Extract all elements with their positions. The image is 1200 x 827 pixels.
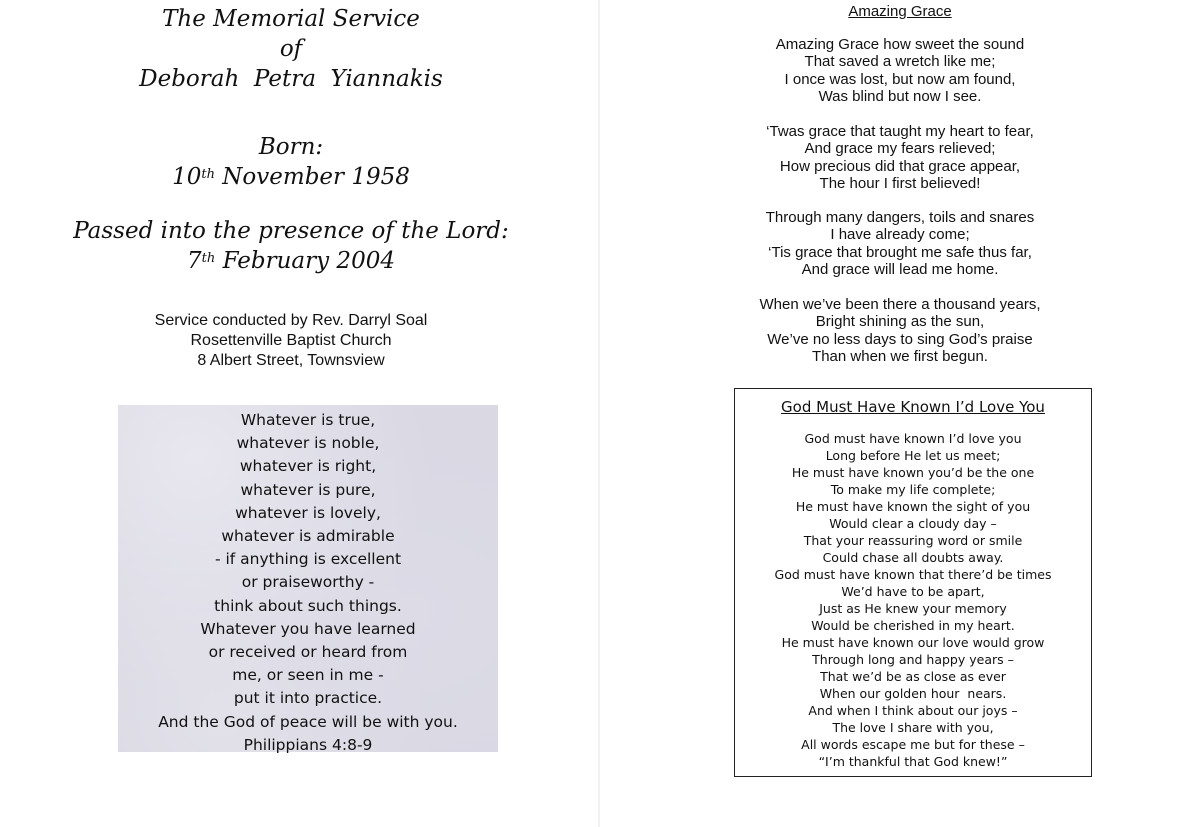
hymn-line: Amazing Grace how sweet the sound <box>775 36 1025 53</box>
church-address: 8 Albert Street, Townsview <box>197 352 385 369</box>
hymn-stanza <box>600 36 1200 105</box>
verse-line: whatever is lovely, <box>235 503 381 522</box>
poem-line: And when I think about our joys – <box>808 703 1018 718</box>
born-section <box>0 132 582 192</box>
poem-line: That your reassuring word or smile <box>803 533 1023 548</box>
scripture-verse-box <box>118 405 498 752</box>
hymn-line: The hour I first believed! <box>819 174 981 192</box>
poem-line: God must have known I’d love you <box>804 431 1022 446</box>
hymn-line: I once was lost, but now am found, <box>784 70 1016 88</box>
hymn-line: Bright shining as the sun, <box>815 313 985 331</box>
poem-line: Would be cherished in my heart. <box>811 618 1015 633</box>
poem-line: Could chase all doubts away. <box>822 550 1004 565</box>
hymn-line: That saved a wretch like me; <box>804 53 996 71</box>
memorial-title <box>0 4 582 94</box>
hymn-line: And grace will lead me home. <box>801 260 999 278</box>
title-line: The Memorial Service <box>162 6 420 32</box>
poem-line: God must have known that there’d be times <box>774 567 1052 582</box>
poem-line: All words escape me but for these – <box>801 737 1025 752</box>
birth-month-year: November 1958 <box>215 164 410 190</box>
poem-line: The love I share with you, <box>832 720 994 735</box>
death-date <box>0 246 582 276</box>
poem-line: Just as He knew your memory <box>819 601 1007 616</box>
service-conductor: Service conducted by Rev. Darryl Soal <box>154 312 428 329</box>
verse-line: And the God of peace will be with you. <box>158 712 458 731</box>
birth-day-suffix: th <box>201 167 215 182</box>
verse-line: think about such things. <box>214 596 402 615</box>
poem-line: Through long and happy years – <box>812 652 1014 667</box>
title-line: of <box>279 36 303 62</box>
hymn-stanza <box>600 296 1200 365</box>
poem-line: We’d have to be apart, <box>841 584 985 599</box>
poem-title: God Must Have Known I’d Love You <box>781 398 1045 416</box>
verse-line: or praiseworthy - <box>241 573 375 592</box>
hymn-line: ‘Tis grace that brought me safe thus far, <box>768 243 1032 261</box>
hymn-line: And grace my fears relieved; <box>804 140 996 158</box>
verse-line: put it into practice. <box>233 689 383 708</box>
poem-line: “I’m thankful that God knew!” <box>818 754 1008 769</box>
hymn-stanza <box>600 209 1200 278</box>
verse-reference: Philippians 4:8-9 <box>243 735 373 754</box>
verse-line: - if anything is excellent <box>214 550 402 569</box>
hymn-line: Than when we first begun. <box>812 347 988 365</box>
poem-line: Long before He let us meet; <box>825 448 1001 463</box>
verse-line: me, or seen in me - <box>232 666 384 685</box>
church-name: Rosettenville Baptist Church <box>190 332 392 349</box>
verse-line: Whatever you have learned <box>200 619 416 638</box>
death-month-year: February 2004 <box>215 248 395 274</box>
hymn-line: We’ve no less days to sing God’s praise <box>767 330 1033 348</box>
hymn-line: ‘Twas grace that taught my heart to fear, <box>766 123 1034 140</box>
passed-section <box>0 216 582 276</box>
birth-day: 10 <box>172 164 202 190</box>
hymn-line: How precious did that grace appear, <box>779 157 1021 175</box>
death-day: 7 <box>187 248 202 274</box>
service-details <box>0 311 582 371</box>
hymn-line: When we’ve been there a thousand years, <box>759 296 1041 313</box>
death-day-suffix: th <box>201 251 216 266</box>
hymn-line: I have already come; <box>830 226 970 244</box>
right-page <box>600 0 1200 827</box>
verse-line: or received or heard from <box>208 643 408 662</box>
verse-line: whatever is noble, <box>236 434 380 453</box>
born-label: Born: <box>258 134 324 160</box>
poem-line: To make my life complete; <box>830 482 996 497</box>
verse-line: whatever is pure, <box>240 480 376 499</box>
poem-box <box>734 388 1092 777</box>
poem-line: Would clear a cloudy day – <box>829 516 997 531</box>
hymn-line: Was blind but now I see. <box>818 87 982 105</box>
verse-line: whatever is right, <box>239 457 377 476</box>
passed-label: Passed into the presence of the Lord: <box>73 218 509 244</box>
deceased-name: Deborah Petra Yiannakis <box>139 66 443 92</box>
hymn-line: Through many dangers, toils and snares <box>765 209 1035 226</box>
poem-line: He must have known you’d be the one <box>791 465 1035 480</box>
hymn-title: Amazing Grace <box>848 3 952 20</box>
poem-text <box>735 430 1091 770</box>
birth-date <box>0 162 582 192</box>
verse-line: whatever is admirable <box>221 527 395 546</box>
verse-line: Whatever is true, <box>240 411 376 429</box>
hymn-stanza <box>600 123 1200 192</box>
poem-line: When our golden hour nears. <box>819 686 1007 701</box>
poem-line: He must have known our love would grow <box>781 635 1045 650</box>
poem-line: That we’d be as close as ever <box>820 669 1006 684</box>
poem-line: He must have known the sight of you <box>795 499 1031 514</box>
scripture-verse <box>118 409 498 757</box>
